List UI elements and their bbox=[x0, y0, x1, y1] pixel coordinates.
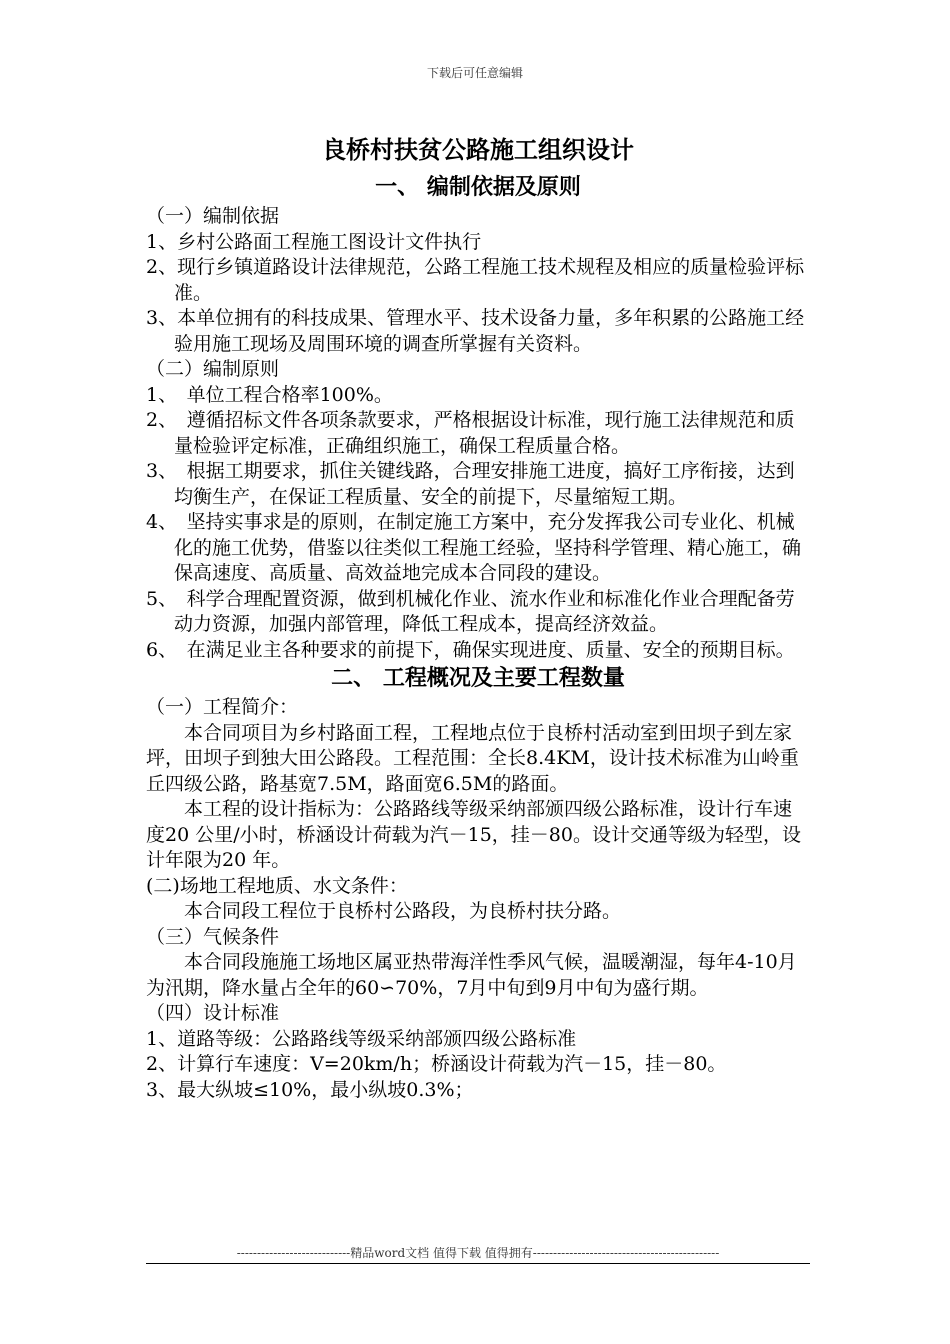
subsection-heading: （四）设计标准 bbox=[146, 1002, 280, 1024]
list-item: 4、 坚持实事求是的原则，在制定施工方案中，充分发挥我公司专业化、机械化的施工优势，借鉴以往类似工程施工经验，坚持科学管理、精心施工，确保高速度、高质量、高效益地完成本合同段的建设。 bbox=[146, 511, 802, 584]
list-item: 1、乡村公路面工程施工图设计文件执行 bbox=[146, 230, 482, 253]
list-item: 3、 根据工期要求，抓住关键线路，合理安排施工进度，搞好工序衔接，达到均衡生产，在保证工程质量、安全的前提下，尽量缩短工期。 bbox=[146, 460, 795, 508]
list-item: 5、 科学合理配置资源，做到机械化作业、流水作业和标准化作业合理配备劳动力资源，加强内部管理，降低工程成本，提高经济效益。 bbox=[146, 587, 795, 635]
paragraph: 本合同段施施工场地区属亚热带海洋性季风气候，温暖潮湿，每年4-10月为汛期，降水量占全年的60∽70%，7月中旬到9月中旬为盛行期。 bbox=[146, 951, 797, 999]
paragraph: 本合同项目为乡村路面工程，工程地点位于良桥村活动室到田坝子到左家坪，田坝子到独大田公路段。工程范围：全长8.4KM，设计技术标准为山岭重丘四级公路，路基宽7.5M，路面宽6.5M的路面。 bbox=[146, 721, 799, 795]
list-item: 1、道路等级：公路路线等级采纳部颁四级公路标准 bbox=[146, 1027, 577, 1050]
list-item: 1、 单位工程合格率100%。 bbox=[146, 383, 393, 406]
section-heading-1: 一、 编制依据及原则 bbox=[375, 175, 581, 200]
header-note: 下载后可任意编辑 bbox=[426, 66, 523, 80]
list-item: 2、计算行车速度：V=20km/h；桥涵设计荷载为汽－15，挂－80。 bbox=[146, 1053, 727, 1075]
list-item: 3、本单位拥有的科技成果、管理水平、技术设备力量，多年积累的公路施工经验用施工现场及周围环境的调查所掌握有关资料。 bbox=[146, 307, 805, 355]
subsection-heading: （二）编制原则 bbox=[146, 358, 280, 380]
section-heading-2: 二、 工程概况及主要工程数量 bbox=[331, 666, 625, 691]
footer-note: ----------------------------精品word文档 值得下载 值得拥有---------------------------------------------- bbox=[236, 1246, 720, 1260]
subsection-heading: (二)场地工程地质、水文条件： bbox=[146, 874, 408, 897]
list-item: 2、 遵循招标文件各项条款要求，严格根据设计标准，现行施工法律规范和质量检验评定标准，正确组织施工，确保工程质量合格。 bbox=[146, 409, 795, 457]
list-item: 3、最大纵坡≤10%，最小纵坡0.3%； bbox=[146, 1078, 474, 1101]
document-title: 良桥村扶贫公路施工组织设计 bbox=[322, 136, 634, 164]
list-item: 6、 在满足业主各种要求的前提下，确保实现进度、质量、安全的预期目标。 bbox=[146, 638, 795, 661]
subsection-heading: （一）工程简介： bbox=[146, 696, 299, 718]
paragraph: 本合同段工程位于良桥村公路段，为良桥村扶分路。 bbox=[184, 900, 622, 922]
footer-divider bbox=[146, 1263, 810, 1264]
subsection-heading: （三）气候条件 bbox=[146, 925, 280, 948]
subsection-heading: （一）编制依据 bbox=[146, 205, 280, 227]
document-body bbox=[146, 128, 810, 1103]
paragraph: 本工程的设计指标为：公路路线等级采纳部颁四级公路标准，设计行车速度20 公里/小时，桥涵设计荷载为汽－15，挂－80。设计交通等级为轻型，设计年限为20 年。 bbox=[146, 798, 801, 871]
list-item: 2、现行乡镇道路设计法律规范，公路工程施工技术规程及相应的质量检验评标准。 bbox=[146, 256, 805, 304]
